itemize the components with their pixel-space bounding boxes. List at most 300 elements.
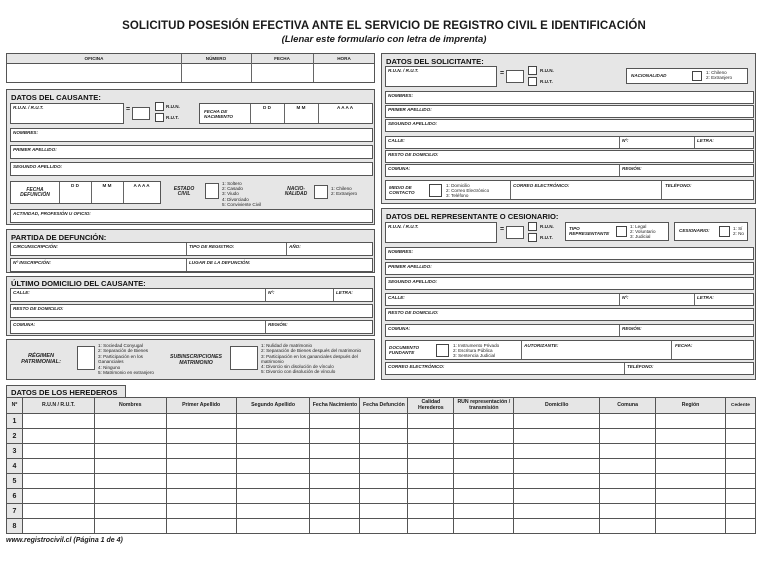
table-cell[interactable] bbox=[600, 504, 656, 519]
footer-text: www.registrocivil.cl (Página 1 de 4) bbox=[6, 537, 123, 544]
solicitante-title: DATOS DEL SOLICITANTE: bbox=[386, 57, 484, 66]
numero-label: Nº: bbox=[622, 295, 629, 300]
segundo-apellido-label: SEGUNDO APELLIDO: bbox=[388, 121, 438, 126]
table-cell[interactable] bbox=[360, 444, 408, 459]
estado-civil-box[interactable] bbox=[205, 183, 219, 199]
calle-label: CALLE: bbox=[388, 295, 405, 300]
dd-label: D D bbox=[71, 183, 79, 188]
col-header: Calidad Herederos bbox=[408, 398, 454, 414]
table-cell[interactable] bbox=[454, 519, 514, 534]
table-row bbox=[7, 459, 756, 474]
table-cell[interactable] bbox=[22, 444, 94, 459]
table-cell[interactable] bbox=[408, 444, 454, 459]
table-cell[interactable] bbox=[600, 414, 656, 429]
run-label: R.U.N. bbox=[540, 224, 554, 229]
table-cell[interactable] bbox=[236, 459, 310, 474]
run-label: R.U.N. bbox=[166, 104, 180, 109]
inscripcion-label: Nº INSCRIPCIÓN: bbox=[13, 260, 51, 265]
representante-calle-field[interactable] bbox=[385, 293, 754, 306]
sub-option: 1: Nulidad de matrimonio bbox=[261, 343, 313, 348]
ces-option: 2: No bbox=[733, 231, 744, 237]
table-cell[interactable] bbox=[408, 459, 454, 474]
table-cell[interactable] bbox=[166, 519, 236, 534]
causante-rut-checkbox[interactable] bbox=[155, 113, 164, 122]
table-cell[interactable] bbox=[454, 429, 514, 444]
actividad-label: ACTIVIDAD, PROFESIÓN U OFICIO: bbox=[13, 211, 91, 216]
mm-label: M M bbox=[296, 105, 306, 110]
table-cell[interactable] bbox=[94, 444, 166, 459]
nacionalidad-label: NACIONALIDAD bbox=[631, 73, 667, 78]
table-cell[interactable] bbox=[514, 519, 600, 534]
domicilio-comuna-field[interactable] bbox=[10, 320, 373, 334]
table-cell[interactable] bbox=[725, 504, 755, 519]
solicitante-comuna-field[interactable] bbox=[385, 164, 754, 177]
table-cell[interactable] bbox=[600, 459, 656, 474]
table-cell[interactable] bbox=[514, 429, 600, 444]
table-cell[interactable] bbox=[454, 414, 514, 429]
equals-sign: = bbox=[126, 106, 131, 113]
table-cell[interactable] bbox=[22, 414, 94, 429]
table-cell[interactable] bbox=[166, 504, 236, 519]
table-cell[interactable] bbox=[236, 414, 310, 429]
subinscripciones-label: SUBINSCRIPCIONES MATRIMONIO bbox=[170, 354, 222, 366]
calle-label: CALLE: bbox=[13, 290, 30, 295]
dd-label: D D bbox=[263, 105, 271, 110]
comuna-label: COMUNA: bbox=[13, 322, 36, 327]
row-number: 7 bbox=[7, 504, 23, 519]
documento-row bbox=[385, 340, 754, 360]
representante-dv-field[interactable] bbox=[506, 226, 524, 239]
table-cell[interactable] bbox=[94, 414, 166, 429]
regimen-label: RÉGIMEN PATRIMONIAL: bbox=[21, 353, 61, 365]
region-label: REGIÓN: bbox=[622, 166, 642, 171]
herederos-title: DATOS DE LOS HEREDEROS bbox=[11, 388, 118, 397]
table-cell[interactable] bbox=[600, 474, 656, 489]
medio-option: 3: Teléfono bbox=[446, 193, 469, 199]
table-cell[interactable] bbox=[725, 474, 755, 489]
table-cell[interactable] bbox=[360, 519, 408, 534]
representante-nombres-field[interactable] bbox=[385, 247, 754, 260]
nacionalidad-options bbox=[331, 186, 357, 196]
cesionario-field bbox=[674, 222, 748, 241]
representante-run-checkbox[interactable] bbox=[528, 222, 537, 231]
col-header: Comuna bbox=[600, 398, 656, 414]
representante-correo-row[interactable] bbox=[385, 362, 754, 375]
solicitante-run-label: R.U.N. / R.U.T. bbox=[388, 68, 419, 73]
domicilio-resto-field[interactable] bbox=[10, 304, 373, 318]
nac-options bbox=[706, 70, 732, 80]
autorizante-label: AUTORIZANTE: bbox=[524, 343, 559, 348]
row-number: 3 bbox=[7, 444, 23, 459]
causante-run-label: R.U.N. / R.U.T. bbox=[13, 105, 44, 110]
table-cell[interactable] bbox=[360, 474, 408, 489]
partida-row1 bbox=[10, 242, 373, 256]
table-cell[interactable] bbox=[656, 444, 726, 459]
solicitante-nombres-field[interactable] bbox=[385, 91, 754, 104]
table-cell[interactable] bbox=[22, 489, 94, 504]
medio-options bbox=[446, 183, 489, 199]
sub-option: 3: Participación en los gananciales después del matrimonio bbox=[261, 353, 358, 364]
nombres-label: NOMBRES: bbox=[388, 249, 414, 254]
table-cell[interactable] bbox=[454, 444, 514, 459]
representante-title: DATOS DEL REPRESENTANTE O CESIONARIO: bbox=[386, 212, 559, 221]
fecha-nacimiento-label: FECHA DE NACIMIENTO bbox=[204, 109, 234, 119]
herederos-header-row bbox=[7, 398, 756, 414]
table-cell[interactable] bbox=[600, 429, 656, 444]
causante-panel bbox=[6, 89, 375, 225]
ces-option: 1: Sí bbox=[733, 226, 743, 231]
comuna-label: COMUNA: bbox=[388, 166, 411, 171]
circunscripcion-label: CIRCUNSCRIPCIÓN: bbox=[13, 244, 58, 249]
table-cell[interactable] bbox=[166, 444, 236, 459]
table-cell[interactable] bbox=[94, 519, 166, 534]
table-cell[interactable] bbox=[514, 474, 600, 489]
table-cell[interactable] bbox=[408, 519, 454, 534]
table-cell[interactable] bbox=[656, 429, 726, 444]
segundo-apellido-label: SEGUNDO APELLIDO: bbox=[13, 164, 63, 169]
medio-option: 1: Domicilio bbox=[446, 183, 470, 188]
rut-label: R.U.T. bbox=[540, 235, 553, 240]
table-cell[interactable] bbox=[600, 519, 656, 534]
actividad-field[interactable] bbox=[10, 209, 373, 223]
table-row bbox=[7, 489, 756, 504]
solicitante-panel bbox=[381, 53, 756, 204]
table-cell[interactable] bbox=[360, 489, 408, 504]
table-cell[interactable] bbox=[454, 504, 514, 519]
hora-header: HORA bbox=[337, 56, 351, 61]
table-cell[interactable] bbox=[310, 474, 360, 489]
tipo-representante-field bbox=[565, 222, 669, 241]
hora-field[interactable] bbox=[314, 65, 374, 81]
col-header: Primer Apellido bbox=[166, 398, 236, 414]
telefono-label: TELÉFONO: bbox=[627, 364, 654, 369]
correo-label: CORREO ELECTRÓNICO: bbox=[513, 183, 570, 188]
primer-apellido-label: PRIMER APELLIDO: bbox=[388, 107, 432, 112]
table-cell[interactable] bbox=[360, 414, 408, 429]
equals-sign: = bbox=[500, 226, 505, 233]
table-cell[interactable] bbox=[408, 504, 454, 519]
table-cell[interactable] bbox=[514, 414, 600, 429]
table-cell[interactable] bbox=[725, 459, 755, 474]
row-number: 2 bbox=[7, 429, 23, 444]
domicilio-title: ÚLTIMO DOMICILIO DEL CAUSANTE: bbox=[11, 279, 146, 288]
oficina-header: OFICINA bbox=[84, 56, 104, 61]
col-header: Fecha Defunción bbox=[360, 398, 408, 414]
table-cell[interactable] bbox=[656, 414, 726, 429]
form-title: SOLICITUD POSESIÓN EFECTIVA ANTE EL SERVICIO DE REGISTRO CIVIL E IDENTIFICACIÓN bbox=[122, 20, 646, 32]
mm-label: M M bbox=[102, 183, 112, 188]
rut-label: R.U.T. bbox=[166, 115, 179, 120]
resto-label: RESTO DE DOMICILIO: bbox=[388, 310, 439, 315]
representante-resto-field[interactable] bbox=[385, 308, 754, 321]
row-number: 5 bbox=[7, 474, 23, 489]
medio-contacto-box[interactable] bbox=[429, 184, 442, 197]
regimen-box[interactable] bbox=[77, 346, 95, 370]
regimen-option: 3: Participación en los Gananciales bbox=[98, 353, 143, 365]
solicitante-nacionalidad-field bbox=[626, 68, 748, 84]
table-cell[interactable] bbox=[94, 459, 166, 474]
table-cell[interactable] bbox=[600, 444, 656, 459]
causante-primer-apellido-field[interactable] bbox=[10, 145, 373, 159]
herederos-table bbox=[6, 397, 756, 534]
ces-options bbox=[733, 226, 744, 236]
table-cell[interactable] bbox=[22, 429, 94, 444]
correo-label: CORREO ELECTRÓNICO: bbox=[388, 364, 445, 369]
numero-label: Nº: bbox=[622, 138, 629, 143]
letra-label: LETRA: bbox=[697, 138, 714, 143]
partida-title: PARTIDA DE DEFUNCIÓN: bbox=[11, 233, 107, 242]
table-row bbox=[7, 429, 756, 444]
table-cell[interactable] bbox=[22, 459, 94, 474]
table-cell[interactable] bbox=[236, 474, 310, 489]
col-header: Cedente bbox=[725, 398, 755, 414]
tipo-options bbox=[630, 224, 656, 240]
causante-nombres-field[interactable] bbox=[10, 128, 373, 142]
table-cell[interactable] bbox=[166, 474, 236, 489]
table-cell[interactable] bbox=[656, 519, 726, 534]
run-label: R.U.N. bbox=[540, 68, 554, 73]
resto-label: RESTO DE DOMICILIO: bbox=[388, 152, 439, 157]
sub-option: 4: Divorcio sin disolución de vínculo bbox=[261, 364, 334, 370]
region-label: REGIÓN: bbox=[268, 322, 288, 327]
solicitante-contacto-row bbox=[385, 180, 754, 200]
nombres-label: NOMBRES: bbox=[388, 93, 414, 98]
table-cell[interactable] bbox=[310, 489, 360, 504]
telefono-label: TELÉFONO: bbox=[665, 183, 692, 188]
col-header: RUN representación / transmisión bbox=[454, 398, 514, 414]
solicitante-primer-apellido-field[interactable] bbox=[385, 105, 754, 118]
domicilio-calle-field[interactable] bbox=[10, 288, 373, 302]
table-cell[interactable] bbox=[94, 489, 166, 504]
table-cell[interactable] bbox=[236, 429, 310, 444]
resto-label: RESTO DE DOMICILIO: bbox=[13, 306, 64, 311]
table-cell[interactable] bbox=[600, 489, 656, 504]
representante-primer-apellido-field[interactable] bbox=[385, 262, 754, 275]
solicitante-rut-checkbox[interactable] bbox=[528, 77, 537, 86]
table-cell[interactable] bbox=[725, 414, 755, 429]
table-cell[interactable] bbox=[408, 474, 454, 489]
representante-run-label: R.U.N. / R.U.T. bbox=[388, 224, 419, 229]
table-cell[interactable] bbox=[310, 429, 360, 444]
table-cell[interactable] bbox=[725, 429, 755, 444]
table-cell[interactable] bbox=[166, 459, 236, 474]
letra-label: LETRA: bbox=[697, 295, 714, 300]
table-cell[interactable] bbox=[408, 429, 454, 444]
nac-option: 1: Chileno bbox=[331, 186, 352, 191]
primer-apellido-label: PRIMER APELLIDO: bbox=[388, 264, 432, 269]
estado-civil-label: ESTADO CIVIL bbox=[173, 186, 195, 198]
table-cell[interactable] bbox=[725, 444, 755, 459]
row-number: 8 bbox=[7, 519, 23, 534]
table-cell[interactable] bbox=[236, 489, 310, 504]
table-cell[interactable] bbox=[22, 474, 94, 489]
representante-comuna-field[interactable] bbox=[385, 324, 754, 337]
sub-option: 2: Separación de Bienes después del matrimonio bbox=[261, 348, 362, 354]
numero-header: NÚMERO bbox=[205, 56, 227, 61]
calle-label: CALLE: bbox=[388, 138, 405, 143]
table-cell[interactable] bbox=[310, 414, 360, 429]
estado-option: 3: Viudo bbox=[222, 191, 239, 197]
doc-option: 2: Escritura Pública bbox=[453, 348, 493, 354]
partida-row2 bbox=[10, 258, 373, 272]
primer-apellido-label: PRIMER APELLIDO: bbox=[13, 147, 57, 152]
table-cell[interactable] bbox=[310, 444, 360, 459]
tipo-option: 1: Legal bbox=[630, 224, 647, 229]
cesionario-label: CESIONARIO: bbox=[679, 228, 710, 233]
fecha-header: FECHA bbox=[274, 56, 290, 61]
fecha-field[interactable] bbox=[252, 65, 312, 81]
solicitante-nacionalidad-box[interactable] bbox=[692, 71, 702, 81]
solicitante-run-field[interactable] bbox=[385, 66, 497, 87]
equals-sign: = bbox=[500, 70, 505, 77]
regimen-option: 5: Matrimonio en extranjero bbox=[98, 370, 154, 376]
table-row bbox=[7, 504, 756, 519]
fecha-defuncion-label: FECHA DEFUNCIÓN bbox=[20, 187, 50, 199]
col-header: Nº bbox=[7, 398, 23, 414]
representante-panel bbox=[381, 208, 756, 380]
nac-option: 1: Chileno bbox=[706, 70, 727, 75]
letra-label: LETRA: bbox=[336, 290, 353, 295]
aaaa-label: A A A A bbox=[133, 183, 150, 188]
tipo-option: 2: Voluntario bbox=[630, 229, 656, 235]
table-cell[interactable] bbox=[310, 459, 360, 474]
col-header: Nombres bbox=[94, 398, 166, 414]
nac-option: 2: Extranjero bbox=[706, 75, 733, 81]
table-cell[interactable] bbox=[94, 474, 166, 489]
table-row bbox=[7, 474, 756, 489]
rut-label: R.U.T. bbox=[540, 79, 553, 84]
table-cell[interactable] bbox=[236, 444, 310, 459]
estado-option: 5: Conviviente Civil bbox=[222, 201, 262, 207]
causante-segundo-apellido-field[interactable] bbox=[10, 162, 373, 176]
subinscripciones-box[interactable] bbox=[230, 346, 258, 370]
region-label: REGIÓN: bbox=[622, 326, 642, 331]
table-cell[interactable] bbox=[236, 504, 310, 519]
doc-options bbox=[453, 343, 499, 359]
estado-option: 2: Casado bbox=[222, 186, 243, 192]
table-cell[interactable] bbox=[656, 459, 726, 474]
col-header: Fecha Nacimiento bbox=[310, 398, 360, 414]
numero-field[interactable] bbox=[182, 65, 250, 81]
representante-segundo-apellido-field[interactable] bbox=[385, 277, 754, 290]
col-header: Segundo Apellido bbox=[236, 398, 310, 414]
nombres-label: NOMBRES: bbox=[13, 130, 39, 135]
solicitante-run-checkbox[interactable] bbox=[528, 66, 537, 75]
table-cell[interactable] bbox=[166, 414, 236, 429]
table-cell[interactable] bbox=[236, 519, 310, 534]
table-cell[interactable] bbox=[725, 489, 755, 504]
table-cell[interactable] bbox=[360, 459, 408, 474]
tipo-representante-label: TIPO REPRESENTANTE bbox=[569, 226, 610, 237]
col-header: Domicilio bbox=[514, 398, 600, 414]
table-cell[interactable] bbox=[725, 519, 755, 534]
solicitante-resto-field[interactable] bbox=[385, 150, 754, 163]
nacionalidad-box[interactable] bbox=[314, 185, 328, 199]
documento-fundante-label: DOCUMENTO FUNDANTE bbox=[389, 345, 420, 356]
anio-label: AÑO: bbox=[289, 244, 301, 249]
solicitante-segundo-apellido-field[interactable] bbox=[385, 119, 754, 132]
medio-option: 2: Correo Electrónico bbox=[446, 188, 490, 194]
causante-run-checkbox[interactable] bbox=[155, 102, 164, 111]
table-row bbox=[7, 444, 756, 459]
table-cell[interactable] bbox=[454, 474, 514, 489]
subinscripciones-options bbox=[261, 343, 371, 375]
domicilio-panel bbox=[6, 276, 375, 336]
solicitante-calle-field[interactable] bbox=[385, 136, 754, 149]
medio-contacto-label: MEDIO DE CONTACTO bbox=[389, 185, 415, 196]
documento-box[interactable] bbox=[436, 344, 449, 357]
numero-label: Nº: bbox=[268, 290, 275, 295]
estado-option: 1: Soltero bbox=[222, 181, 242, 186]
table-cell[interactable] bbox=[22, 519, 94, 534]
estado-civil-options bbox=[222, 181, 261, 207]
fecha-defuncion-field[interactable] bbox=[10, 181, 161, 204]
table-cell[interactable] bbox=[514, 504, 600, 519]
row-number: 4 bbox=[7, 459, 23, 474]
table-cell[interactable] bbox=[514, 489, 600, 504]
fecha-nacimiento-field[interactable] bbox=[199, 103, 373, 124]
nacionalidad-label: NACIO- NALIDAD bbox=[284, 186, 308, 198]
table-cell[interactable] bbox=[360, 429, 408, 444]
table-cell[interactable] bbox=[408, 489, 454, 504]
table-cell[interactable] bbox=[22, 504, 94, 519]
table-cell[interactable] bbox=[408, 414, 454, 429]
table-row bbox=[7, 519, 756, 534]
segundo-apellido-label: SEGUNDO APELLIDO: bbox=[388, 279, 438, 284]
table-cell[interactable] bbox=[656, 474, 726, 489]
table-cell[interactable] bbox=[166, 429, 236, 444]
partida-panel bbox=[6, 229, 375, 273]
table-cell[interactable] bbox=[514, 459, 600, 474]
regimen-panel bbox=[6, 339, 375, 380]
table-cell[interactable] bbox=[310, 504, 360, 519]
regimen-option: 4: Ninguno bbox=[98, 364, 121, 370]
fecha-label: FECHA: bbox=[675, 343, 693, 348]
herederos-body bbox=[7, 414, 756, 534]
causante-title: DATOS DEL CAUSANTE: bbox=[11, 93, 101, 102]
representante-run-field[interactable] bbox=[385, 222, 497, 243]
table-cell[interactable] bbox=[656, 504, 726, 519]
form-subtitle: (Llenar este formulario con letra de imprenta) bbox=[281, 34, 487, 45]
estado-option: 4: Divorciado bbox=[222, 196, 249, 202]
nac-option: 2: Extranjero bbox=[331, 191, 358, 197]
doc-option: 3: Sentencia Judicial bbox=[453, 353, 496, 359]
table-cell[interactable] bbox=[166, 489, 236, 504]
sub-option: 5: Divorcio con disolución de vínculo bbox=[261, 369, 336, 375]
representante-rut-checkbox[interactable] bbox=[528, 233, 537, 242]
table-cell[interactable] bbox=[454, 459, 514, 474]
cesionario-box[interactable] bbox=[719, 226, 730, 237]
table-cell[interactable] bbox=[310, 519, 360, 534]
solicitante-dv-field[interactable] bbox=[506, 70, 524, 83]
table-cell[interactable] bbox=[360, 504, 408, 519]
table-cell[interactable] bbox=[94, 429, 166, 444]
causante-dv-field[interactable] bbox=[132, 107, 150, 120]
table-cell[interactable] bbox=[454, 489, 514, 504]
tipo-option: 3: Judicial bbox=[630, 234, 651, 240]
table-cell[interactable] bbox=[656, 489, 726, 504]
regimen-option: 1: Sociedad Conyugal bbox=[98, 343, 143, 348]
lugar-defuncion-label: LUGAR DE LA DEFUNCIÓN: bbox=[189, 260, 251, 265]
row-number: 6 bbox=[7, 489, 23, 504]
office-table bbox=[6, 53, 375, 83]
aaaa-label: A A A A bbox=[336, 105, 354, 110]
causante-run-field[interactable] bbox=[10, 103, 124, 124]
oficina-field[interactable] bbox=[8, 65, 180, 81]
table-cell[interactable] bbox=[514, 444, 600, 459]
tipo-representante-box[interactable] bbox=[616, 226, 627, 237]
table-cell[interactable] bbox=[94, 504, 166, 519]
